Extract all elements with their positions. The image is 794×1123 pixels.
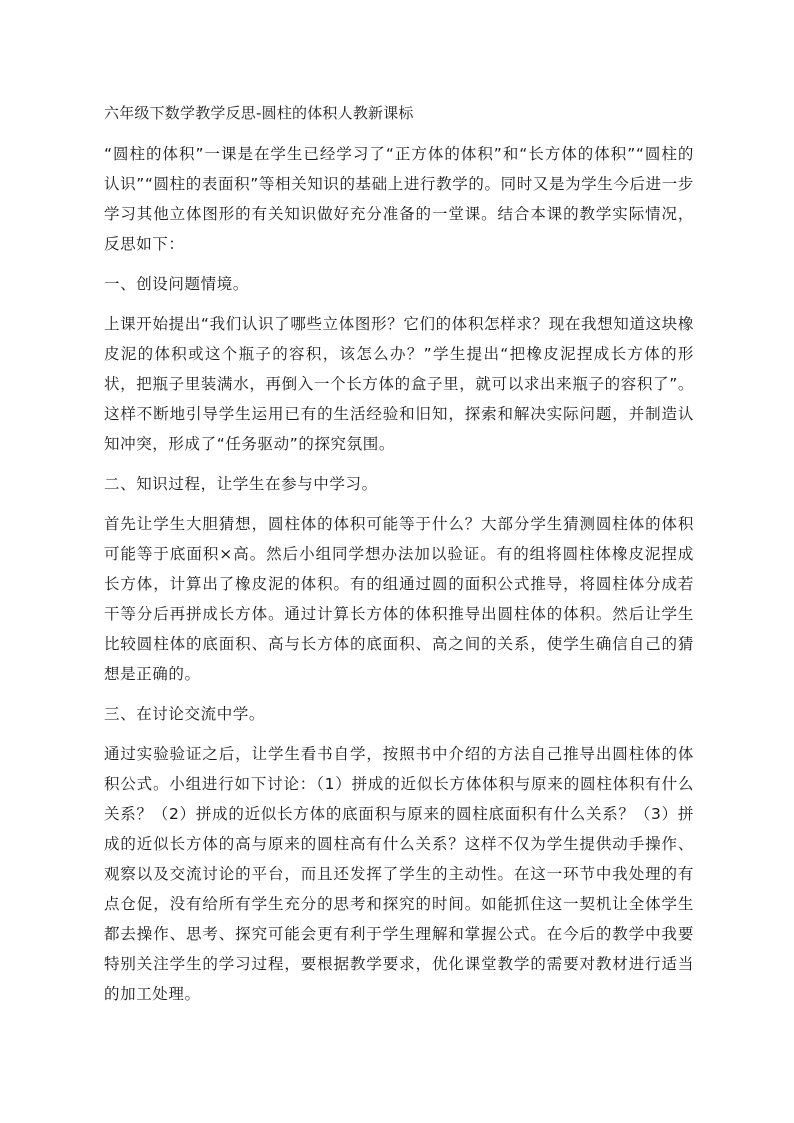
section-1-heading: 一、创设问题情境。 — [104, 275, 249, 293]
document-page — [104, 103, 694, 1019]
section-2-heading: 二、知识过程，让学生在参与中学习。 — [104, 475, 378, 493]
section-1-paragraph: 上课开始提出“我们认识了哪些立体图形？它们的体积怎样求？现在我想知道这块橡皮泥的体积或这个瓶子的容积，该怎么办？”学生提出“把橡皮泥捏成长方体的形状，把瓶子里装满水，再倒入一个长方体的盒子里，就可以求出来瓶子的容积了”。这样不断地引导学生运用已有的生活经验和旧知，探索和解决实际问题，并制造认知冲突，形成了“任务驱动”的探究氛围。 — [104, 315, 694, 453]
section-3-heading: 三、在讨论交流中学。 — [104, 705, 266, 723]
document-title: 六年级下数学教学反思-圆柱的体积人教新课标 — [104, 104, 414, 122]
section-3-paragraph: 通过实验验证之后，让学生看书自学，按照书中介绍的方法自己推导出圆柱体的体积公式。小组进行如下讨论：（1）拼成的近似长方体体积与原来的圆柱体积有什么关系？（2）拼成的近似长方体的底面积与原来的圆柱底面积有什么关系？（3）拼成的近似长方体的高与原来的圆柱高有什么关系？这样不仅为学生提供动手操作、观察以及交流讨论的平台，而且还发挥了学生的主动性。在这一环节中我处理的有点仓促，没有给所有学生充分的思考和探究的时间。如能抓住这一契机让全体学生都去操作、思考、探究可能会更有利于学生理解和掌握公式。在今后的教学中我要特别关注学生的学习过程，要根据教学要求，优化课堂教学的需要对教材进行适当的加工处理。 — [104, 745, 694, 1003]
section-2-paragraph: 首先让学生大胆猜想，圆柱体的体积可能等于什么？大部分学生猜测圆柱体的体积可能等于底面积×高。然后小组同学想办法加以验证。有的组将圆柱体橡皮泥捏成长方体，计算出了橡皮泥的体积。有的组通过圆的面积公式推导，将圆柱体分成若干等分后再拼成长方体。通过计算长方体的体积推导出圆柱体的体积。然后让学生比较圆柱体的底面积、高与长方体的底面积、高之间的关系，使学生确信自己的猜想是正确的。 — [104, 515, 694, 683]
intro-paragraph: “圆柱的体积”一课是在学生已经学习了“正方体的体积”和“长方体的体积”“圆柱的认识”“圆柱的表面积”等相关知识的基础上进行教学的。同时又是为学生今后进一步学习其他立体图形的有关知识做好充分准备的一堂课。结合本课的教学实际情况，反思如下： — [104, 145, 694, 253]
